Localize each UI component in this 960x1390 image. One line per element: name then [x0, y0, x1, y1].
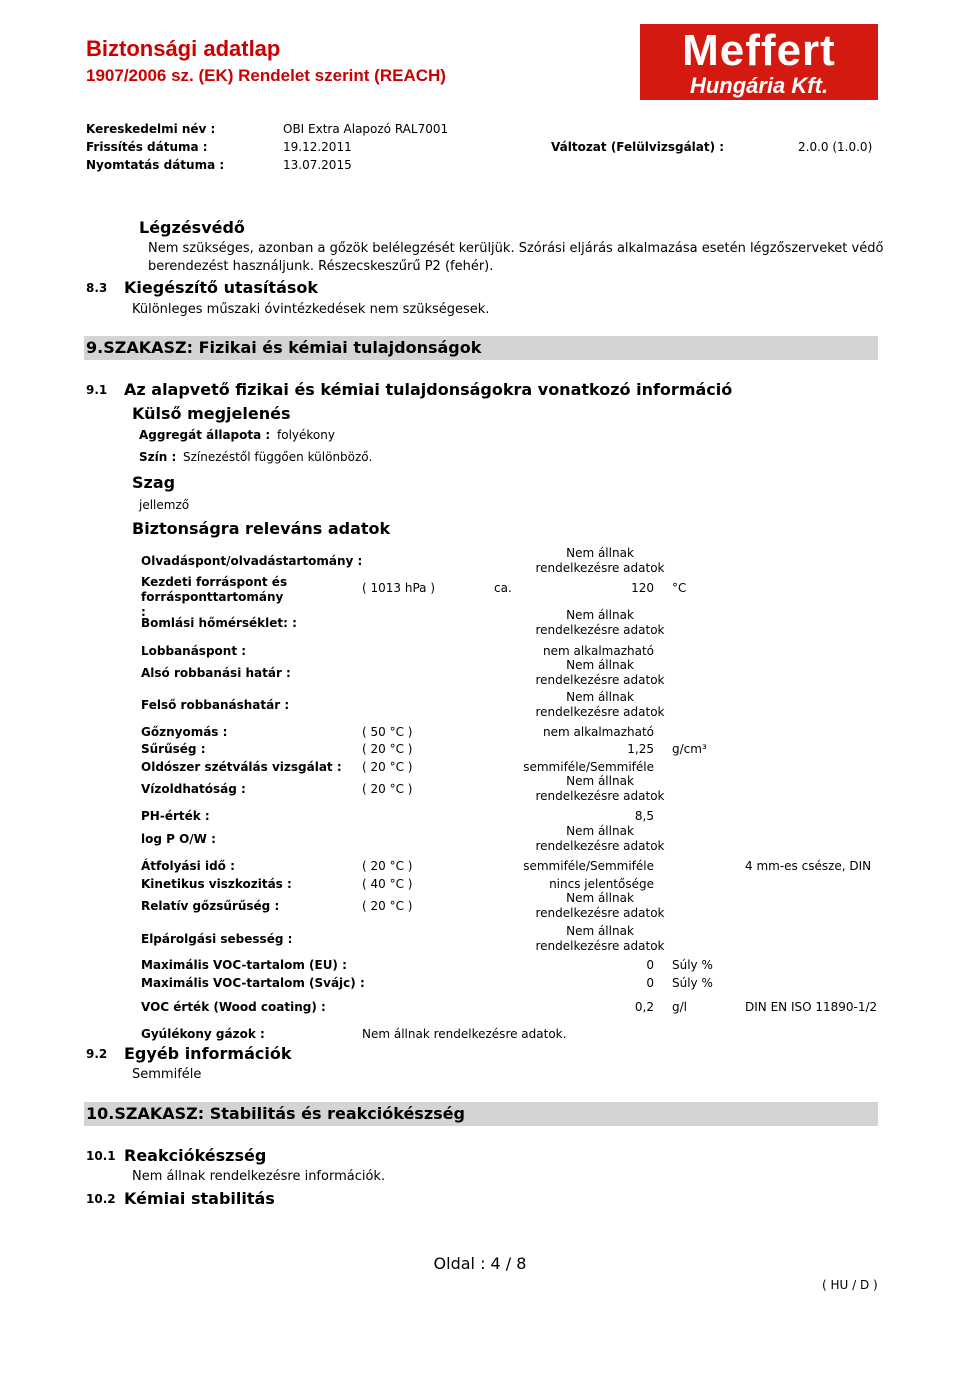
property-value: nem alkalmazható	[543, 725, 654, 739]
property-value: nem alkalmazható	[543, 644, 654, 658]
property-unit: g/cm³	[672, 742, 707, 756]
page-number: Oldal : 4 / 8	[433, 1254, 527, 1273]
property-label: Bomlási hőmérséklet: :	[141, 616, 297, 630]
section-10-bar	[84, 1102, 878, 1126]
property-condition: ( 40 °C )	[362, 877, 413, 891]
property-unit: Súly %	[672, 958, 713, 972]
property-value: 0,2	[634, 1000, 654, 1014]
property-label: Lobbanáspont :	[141, 644, 247, 658]
color-value: Színezéstől függően különböző.	[183, 450, 373, 464]
property-value: 8,5	[634, 809, 654, 823]
respiratory-heading: Légzésvédő	[139, 218, 245, 237]
property-condition: ( 1013 hPa )	[362, 581, 436, 595]
property-label: Kezdeti forráspont és forrásponttartomány :	[141, 575, 288, 619]
section-8-3-text: Különleges műszaki óvintézkedések nem szükségesek.	[132, 302, 490, 317]
odour-value: jellemző	[139, 498, 190, 512]
property-label: Sűrűség :	[141, 742, 206, 756]
section-8-3-heading: Kiegészítő utasítások	[124, 278, 319, 297]
section-9-2-heading: Egyéb információk	[124, 1044, 292, 1063]
section-10-2-heading: Kémiai stabilitás	[124, 1189, 275, 1208]
odour-heading: Szag	[132, 473, 176, 492]
property-label: Gőznyomás :	[141, 725, 228, 739]
property-value: Nem állnak rendelkezésre adatok	[535, 774, 665, 803]
document-title: Biztonsági adatlap	[86, 36, 281, 61]
property-condition: Nem állnak rendelkezésre adatok.	[362, 1027, 567, 1041]
property-condition: ( 20 °C )	[362, 742, 413, 756]
property-value: 1,25	[627, 742, 654, 756]
print-date-label: Nyomtatás dátuma :	[86, 158, 225, 172]
property-condition: ( 50 °C )	[362, 725, 413, 739]
print-date-value: 13.07.2015	[283, 158, 352, 172]
property-label: Kinetikus viszkozitás :	[141, 877, 292, 891]
section-10-1-heading: Reakciókészség	[124, 1146, 267, 1165]
property-label: Elpárolgási sebesség :	[141, 932, 293, 946]
state-label: Aggregát állapota :	[139, 428, 271, 442]
respiratory-text-1: Nem szükséges, azonban a gőzök belélegzését kerüljük. Szórási eljárás alkalmazása esetén légzőszerveket védő	[148, 241, 884, 256]
property-label: Maximális VOC-tartalom (Svájc) :	[141, 976, 365, 990]
section-9-bar	[84, 336, 878, 360]
property-label: VOC érték (Wood coating) :	[141, 1000, 326, 1014]
version-value: 2.0.0 (1.0.0)	[798, 140, 873, 154]
section-10-title: 10.SZAKASZ: Stabilitás és reakciókészség	[86, 1104, 465, 1123]
trade-name-label: Kereskedelmi név :	[86, 122, 216, 136]
safety-data-heading: Biztonságra releváns adatok	[132, 519, 391, 538]
property-condition: ( 20 °C )	[362, 782, 413, 796]
property-value: semmiféle/Semmiféle	[523, 760, 654, 774]
property-label: Gyúlékony gázok :	[141, 1027, 265, 1041]
property-label: log P O/W :	[141, 832, 216, 846]
property-value: Nem állnak rendelkezésre adatok	[535, 891, 665, 920]
section-8-3-number: 8.3	[86, 281, 108, 295]
property-label: Vízoldhatóság :	[141, 782, 246, 796]
property-label: Átfolyási idő :	[141, 859, 235, 873]
section-9-title: 9.SZAKASZ: Fizikai és kémiai tulajdonságok	[86, 338, 482, 357]
property-value: 120	[631, 581, 654, 595]
property-value: 0	[646, 958, 654, 972]
property-label: Maximális VOC-tartalom (EU) :	[141, 958, 347, 972]
section-9-2-text: Semmiféle	[132, 1067, 202, 1082]
appearance-heading: Külső megjelenés	[132, 404, 291, 423]
property-condition: ( 20 °C )	[362, 899, 413, 913]
logo-line2: Hungária Kft.	[689, 73, 829, 98]
property-method: 4 mm-es csésze, DIN	[745, 859, 872, 873]
language-code: ( HU / D )	[822, 1278, 878, 1292]
property-value: Nem állnak rendelkezésre adatok	[535, 658, 665, 687]
property-prefix: ca.	[494, 581, 512, 595]
property-label: Oldószer szétválás vizsgálat :	[141, 760, 342, 774]
regulation-subtitle: 1907/2006 sz. (EK) Rendelet szerint (REACH)	[86, 66, 446, 85]
company-logo	[640, 24, 878, 100]
version-label: Változat (Felülvizsgálat) :	[551, 140, 725, 154]
property-label: Olvadáspont/olvadástartomány :	[141, 554, 363, 568]
revision-date-label: Frissítés dátuma :	[86, 140, 208, 154]
property-label: Relatív gőzsűrűség :	[141, 899, 280, 913]
property-label: PH-érték :	[141, 809, 210, 823]
section-10-1-text: Nem állnak rendelkezésre információk.	[132, 1169, 386, 1184]
property-label: Felső robbanáshatár :	[141, 698, 290, 712]
section-10-1-number: 10.1	[86, 1149, 116, 1163]
section-9-1-number: 9.1	[86, 383, 108, 397]
state-value: folyékony	[277, 428, 335, 442]
property-unit: Súly %	[672, 976, 713, 990]
section-9-1-heading: Az alapvető fizikai és kémiai tulajdonságokra vonatkozó információ	[124, 380, 733, 399]
property-value: Nem állnak rendelkezésre adatok	[535, 608, 665, 637]
property-value: Nem állnak rendelkezésre adatok	[535, 546, 665, 575]
property-label: Alsó robbanási határ :	[141, 666, 291, 680]
property-value: 0	[646, 976, 654, 990]
respiratory-text-2: berendezést használjunk. Részecskeszűrű P2 (fehér).	[148, 259, 494, 274]
property-condition: ( 20 °C )	[362, 859, 413, 873]
property-value: Nem állnak rendelkezésre adatok	[535, 690, 665, 719]
section-10-2-number: 10.2	[86, 1192, 116, 1206]
trade-name-value: OBI Extra Alapozó RAL7001	[283, 122, 449, 136]
property-unit: °C	[672, 581, 687, 595]
property-value: Nem állnak rendelkezésre adatok	[535, 824, 665, 853]
property-unit: g/l	[672, 1000, 687, 1014]
property-value: Nem állnak rendelkezésre adatok	[535, 924, 665, 953]
revision-date-value: 19.12.2011	[283, 140, 352, 154]
property-value: semmiféle/Semmiféle	[523, 859, 654, 873]
logo-line1: Meffert	[682, 26, 836, 75]
property-value: nincs jelentősége	[549, 877, 654, 891]
color-label: Szín :	[139, 450, 177, 464]
property-condition: ( 20 °C )	[362, 760, 413, 774]
property-method: DIN EN ISO 11890-1/2	[745, 1000, 878, 1014]
section-9-2-number: 9.2	[86, 1047, 108, 1061]
